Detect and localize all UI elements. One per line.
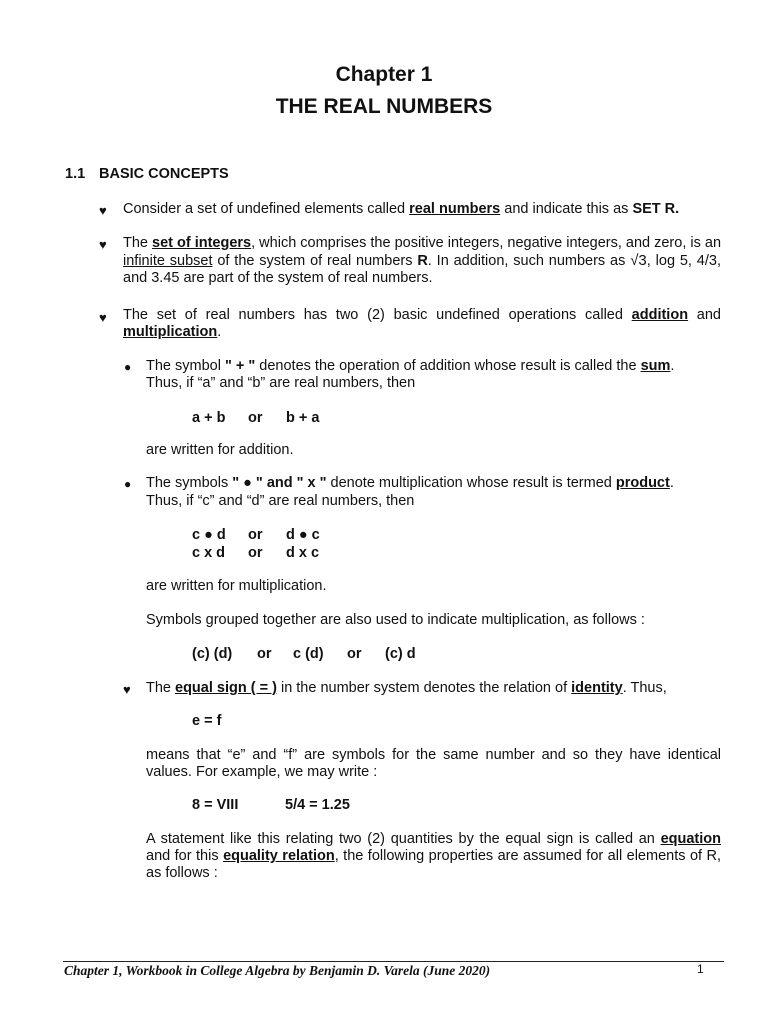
expr: d ● c: [286, 527, 320, 543]
text: . Thus,: [622, 680, 667, 696]
paragraph-product: [146, 475, 674, 492]
term-infinite-subset: infinite subset: [123, 253, 213, 269]
text: and: [688, 307, 721, 323]
dot-bullet-icon: ●: [124, 360, 132, 374]
expr: (c) (d): [192, 646, 233, 662]
paragraph-sum: [146, 358, 674, 375]
text: The symbol: [146, 358, 225, 374]
text: The: [123, 235, 153, 251]
term-set-of-integers: set of integers: [152, 235, 252, 251]
text: of the system of real numbers: [212, 253, 418, 269]
expr: (c) d: [385, 646, 416, 662]
multiply-symbols: " ● " and " x ": [232, 475, 327, 491]
chapter-label: Chapter 1: [335, 63, 433, 86]
grouped-symbols-note: Symbols grouped together are also used to indicate multiplication, as follows :: [146, 612, 645, 628]
text: .: [669, 475, 674, 491]
term-identity: identity: [571, 680, 623, 696]
expr: a + b: [192, 410, 226, 426]
text: .: [217, 324, 222, 340]
term-multiplication: multiplication: [123, 324, 218, 340]
or-word: or: [257, 646, 272, 662]
text: , log 5, 4/3, and 3.45 are part of the system of real numbers.: [123, 253, 721, 286]
section-heading: [65, 166, 229, 182]
section-number: 1.1: [65, 166, 86, 182]
dot-bullet-icon: ●: [124, 477, 132, 491]
text: . In addition, such numbers as: [427, 253, 631, 269]
or-word: or: [248, 527, 263, 543]
heart-bullet-icon: ♥: [99, 237, 107, 252]
page-number: 1: [697, 962, 704, 976]
paragraph-real-numbers: [123, 201, 679, 218]
paragraph-means: means that “e” and “f” are symbols for the same number and so they have identical values. For example, we may write :: [146, 747, 721, 780]
heart-bullet-icon: ♥: [99, 310, 107, 325]
expr: c x d: [192, 545, 226, 561]
term-equality-relation: equality relation: [223, 848, 335, 864]
section-title: BASIC CONCEPTS: [99, 166, 229, 182]
text: The: [146, 680, 176, 696]
term-real-numbers: real numbers: [409, 201, 501, 217]
text: and for this: [146, 848, 224, 864]
addition-note: are written for addition.: [146, 442, 294, 458]
multiplication-note: are written for multiplication.: [146, 578, 327, 594]
text: denotes the operation of addition whose result is called the: [255, 358, 641, 374]
paragraph-set-of-integers: [123, 235, 721, 287]
text: , which comprises the positive integers, negative integers, and zero, is an: [251, 235, 722, 251]
footer-divider: [63, 961, 724, 962]
expr: c (d): [293, 646, 324, 662]
or-word: or: [347, 646, 362, 662]
product-expression-row-1: [192, 527, 320, 543]
text: The set of real numbers has two (2) basic undefined operations called: [123, 307, 632, 323]
addition-expression: [192, 410, 319, 426]
text: and indicate this as: [500, 201, 633, 217]
example: 8 = VIII: [192, 797, 239, 813]
paragraph-equal-sign: [146, 680, 667, 697]
or-word: or: [248, 410, 263, 426]
equality-expression: e = f: [192, 713, 222, 729]
text: , the following properties are assumed for all elements of R, as follows :: [146, 848, 721, 881]
grouped-expression: [192, 646, 416, 662]
term-product: product: [615, 475, 670, 491]
text: denote multiplication whose result is termed: [326, 475, 616, 491]
term-sum: sum: [640, 358, 671, 374]
term-addition: addition: [631, 307, 689, 323]
example: 5/4 = 1.25: [285, 797, 350, 813]
plus-symbol: " + ": [224, 358, 256, 374]
or-word: or: [248, 545, 263, 561]
product-expression-row-2: [192, 545, 319, 561]
term-equation: equation: [660, 831, 721, 847]
expr: d x c: [286, 545, 320, 561]
text: The symbols: [146, 475, 233, 491]
heart-bullet-icon: ♥: [123, 682, 131, 697]
equality-examples: [192, 797, 350, 813]
sqrt-three: √3: [630, 252, 647, 269]
text: in the number system denotes the relation of: [276, 680, 572, 696]
paragraph-equation: [146, 831, 721, 882]
footer-text: Chapter 1, Workbook in College Algebra by Benjamin D. Varela (June 2020): [64, 963, 491, 978]
sum-line-2: Thus, if “a” and “b” are real numbers, then: [146, 375, 416, 391]
expr: b + a: [286, 410, 320, 426]
text: .: [670, 358, 675, 374]
text: A statement like this relating two (2) quantities by the equal sign is called an: [146, 831, 661, 847]
paragraph-operations: [123, 307, 721, 341]
chapter-title: THE REAL NUMBERS: [275, 95, 493, 118]
term-equal-sign: equal sign ( = ): [175, 680, 277, 696]
heart-bullet-icon: ♥: [99, 203, 107, 218]
text: Consider a set of undefined elements called: [123, 201, 410, 217]
term-set-r: SET R.: [632, 201, 680, 217]
product-line-2: Thus, if “c” and “d” are real numbers, then: [146, 493, 415, 509]
expr: c ● d: [192, 527, 226, 543]
symbol-r: R: [417, 253, 428, 269]
